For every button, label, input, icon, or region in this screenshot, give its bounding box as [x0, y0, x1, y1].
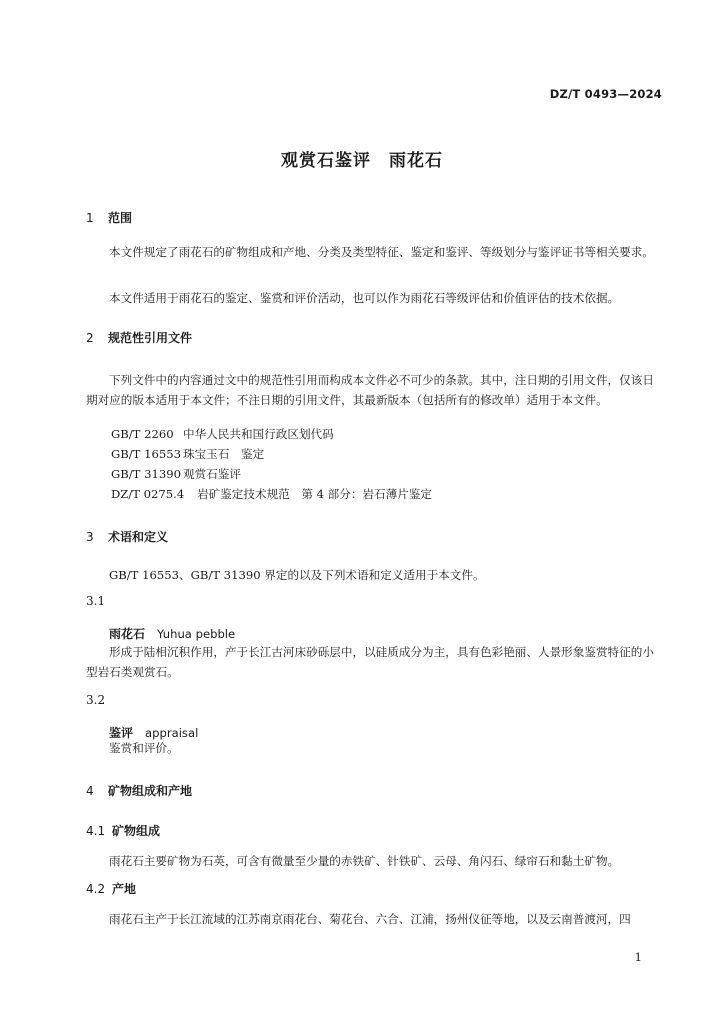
- section-3-paragraph-1: GB/T 16553、GB/T 31390 界定的以及下列术语和定义适用于本文件。: [109, 568, 485, 582]
- normative-reference: [111, 486, 432, 502]
- section-number: 2: [86, 331, 94, 345]
- subsection-number: 4.2: [86, 882, 106, 896]
- subsection-label: 产地: [112, 882, 137, 896]
- section-3-heading: [86, 528, 168, 545]
- reference-code: GB/T 16553: [111, 447, 181, 461]
- term-definition: 形成于陆相沉积作用，产于长江古河床砂砾层中，以硅质成分为主，具有色彩艳丽、人景形象鉴赏特征的小型岩石类观赏石。: [86, 645, 654, 679]
- reference-name: 珠宝玉石 鉴定: [183, 447, 265, 461]
- term-chinese: 鉴评: [109, 726, 134, 740]
- reference-code: GB/T 31390: [111, 467, 181, 481]
- document-title: 观赏石鉴评 雨花石: [281, 151, 443, 171]
- section-label: 范围: [108, 211, 133, 225]
- subsection-4-1-paragraph: 雨花石主要矿物为石英，可含有微量至少量的赤铁矿、针铁矿、云母、角闪石、绿帘石和黏土矿物。: [109, 854, 620, 868]
- subsection-label: 矿物组成: [112, 824, 161, 838]
- section-2-paragraph-1: 下列文件中的内容通过文中的规范性引用而构成本文件必不可少的条款。其中，注日期的引用文件，仅该日期对应的版本适用于本文件；不注日期的引用文件，其最新版本（包括所有的修改单）适用于本文件。: [86, 373, 654, 407]
- section-1-heading: [86, 209, 132, 226]
- subsection-4-2-paragraph: 雨花石主产于长江流域的江苏南京雨花台、菊花台、六合、江浦，扬州仪征等地，以及云南普渡河，四: [109, 912, 631, 926]
- normative-reference: [111, 466, 241, 482]
- section-1-paragraph-1: 本文件规定了雨花石的矿物组成和产地、分类及类型特征、鉴定和鉴评、等级划分与鉴评证书等相关要求。: [109, 245, 654, 259]
- reference-name: 观赏石鉴评: [183, 467, 241, 481]
- section-label: 矿物组成和产地: [108, 784, 193, 798]
- subsection-4-2-heading: [86, 880, 136, 897]
- section-1-paragraph-2: 本文件适用于雨花石的鉴定、鉴赏和评价活动，也可以作为雨花石等级评估和价值评估的技术依据。: [109, 291, 620, 305]
- section-4-heading: [86, 782, 192, 799]
- page-number: 1: [634, 950, 642, 964]
- term-number: 3.1: [86, 594, 106, 608]
- term-number: 3.2: [86, 693, 106, 707]
- section-number: 1: [86, 211, 94, 225]
- subsection-number: 4.1: [86, 824, 106, 838]
- section-number: 3: [86, 530, 94, 544]
- section-2-heading: [86, 329, 192, 346]
- section-number: 4: [86, 784, 94, 798]
- normative-reference: [111, 426, 334, 442]
- standard-code: DZ/T 0493—2024: [549, 87, 662, 101]
- reference-name: 岩矿鉴定技术规范 第 4 部分：岩石薄片鉴定: [197, 487, 433, 501]
- reference-code: GB/T 2260: [111, 427, 174, 441]
- term-chinese: 雨花石: [109, 627, 146, 641]
- section-label: 术语和定义: [108, 530, 169, 544]
- reference-code: DZ/T 0275.4: [111, 487, 185, 501]
- normative-reference: [111, 446, 264, 462]
- term-definition: 鉴赏和评价。: [109, 741, 179, 755]
- term-english: Yuhua pebble: [157, 627, 236, 641]
- reference-name: 中华人民共和国行政区划代码: [183, 427, 334, 441]
- section-label: 规范性引用文件: [108, 331, 193, 345]
- term-english: appraisal: [145, 726, 199, 740]
- subsection-4-1-heading: [86, 822, 160, 839]
- term-entry: [109, 623, 235, 642]
